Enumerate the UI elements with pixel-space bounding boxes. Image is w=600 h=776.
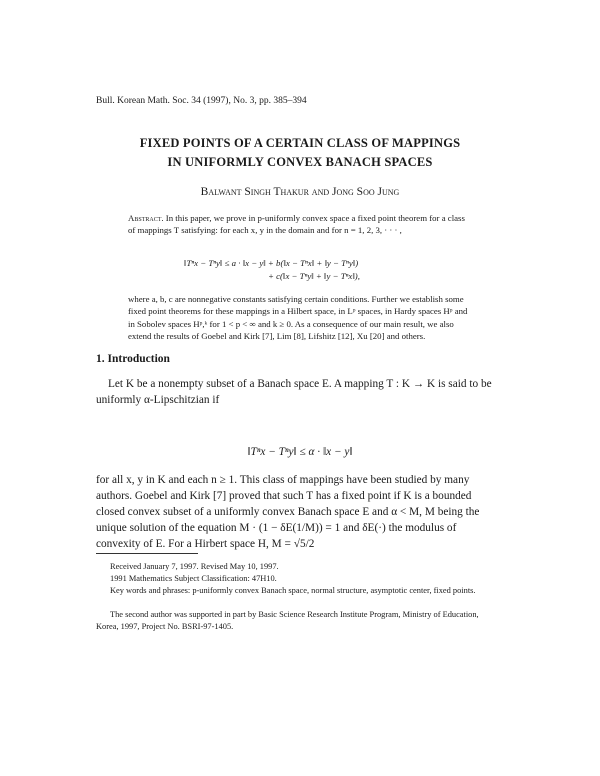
abstract-paragraph-1 <box>128 212 468 237</box>
abstract-paragraph-2: where a, b, c are nonnegative constants satisfying certain conditions. Further we establish some fixed point theorems for these mappings in a Hilbert space, in Lᵖ spaces, in Hardy spaces Hᵖ and in Sobolev spaces Hᵖ,ᵏ for 1 < p < ∞ and k ≥ 0. As a consequence of our main result, we also extend the results of Goebel and Kirk [7], Lim [8], Lifshitz [12], Xu [20] and others. <box>128 294 468 342</box>
abstract-label: Abstract. <box>128 213 164 223</box>
journal-reference: Bull. Korean Math. Soc. 34 (1997), No. 3, pp. 385–394 <box>96 96 307 106</box>
paper-title-line-2: IN UNIFORMLY CONVEX BANACH SPACES <box>167 155 433 169</box>
intro-paragraph-1: Let K be a nonempty subset of a Banach space E. A mapping T : K → K is said to be uniformly α-Lipschitzian if <box>96 378 492 406</box>
footnote-support: The second author was supported in part by Basic Science Research Institute Program, Ministry of Education, Korea, 1997, Project No. BSRI-97-1405. <box>96 610 479 631</box>
section-heading: 1. Introduction <box>96 353 170 365</box>
footnote-keywords: Key words and phrases: p-uniformly convex Banach space, normal structure, asymptotic center, fixed points. <box>110 586 476 595</box>
abstract-text-1: In this paper, we prove in p-uniformly convex space a fixed point theorem for a class of mappings T satisfying: for each x, y in the domain and for n = 1, 2, 3, · · · , <box>128 213 465 236</box>
paper-title-line-1: FIXED POINTS OF A CERTAIN CLASS OF MAPPINGS <box>139 136 461 150</box>
intro-paragraph-2: for all x, y in K and each n ≥ 1. This class of mappings have been studied by many authors. Goebel and Kirk [7] proved that such T has a fixed point if K is a bounded closed convex subset of a uniformly convex Banach space E and α < M, M being the unique solution of the equation M · (1 − δE(1/M)) = 1 and δE(·) the modulus of convexity of E. For a Hirbert space H, M = √5/2 <box>96 474 480 550</box>
footnote-received: Received January 7, 1997. Revised May 10, 1997. <box>110 562 279 571</box>
footnote-divider <box>96 553 198 554</box>
author-names: Balwant Singh Thakur and Jong Soo Jung <box>200 186 400 198</box>
abstract-equation-line-1: ‖Tⁿx − Tⁿy‖ ≤ a · ‖x − y‖ + b(‖x − Tⁿx‖ + ‖y − Tⁿy‖) <box>184 258 359 268</box>
lipschitz-equation: ‖Tⁿx − Tⁿy‖ ≤ α · ‖x − y‖ <box>247 446 353 458</box>
abstract-equation-line-2: + c(‖x − Tⁿy‖ + ‖y − Tⁿx‖), <box>268 271 360 281</box>
footnote-msc: 1991 Mathematics Subject Classification: 47H10. <box>110 574 277 583</box>
